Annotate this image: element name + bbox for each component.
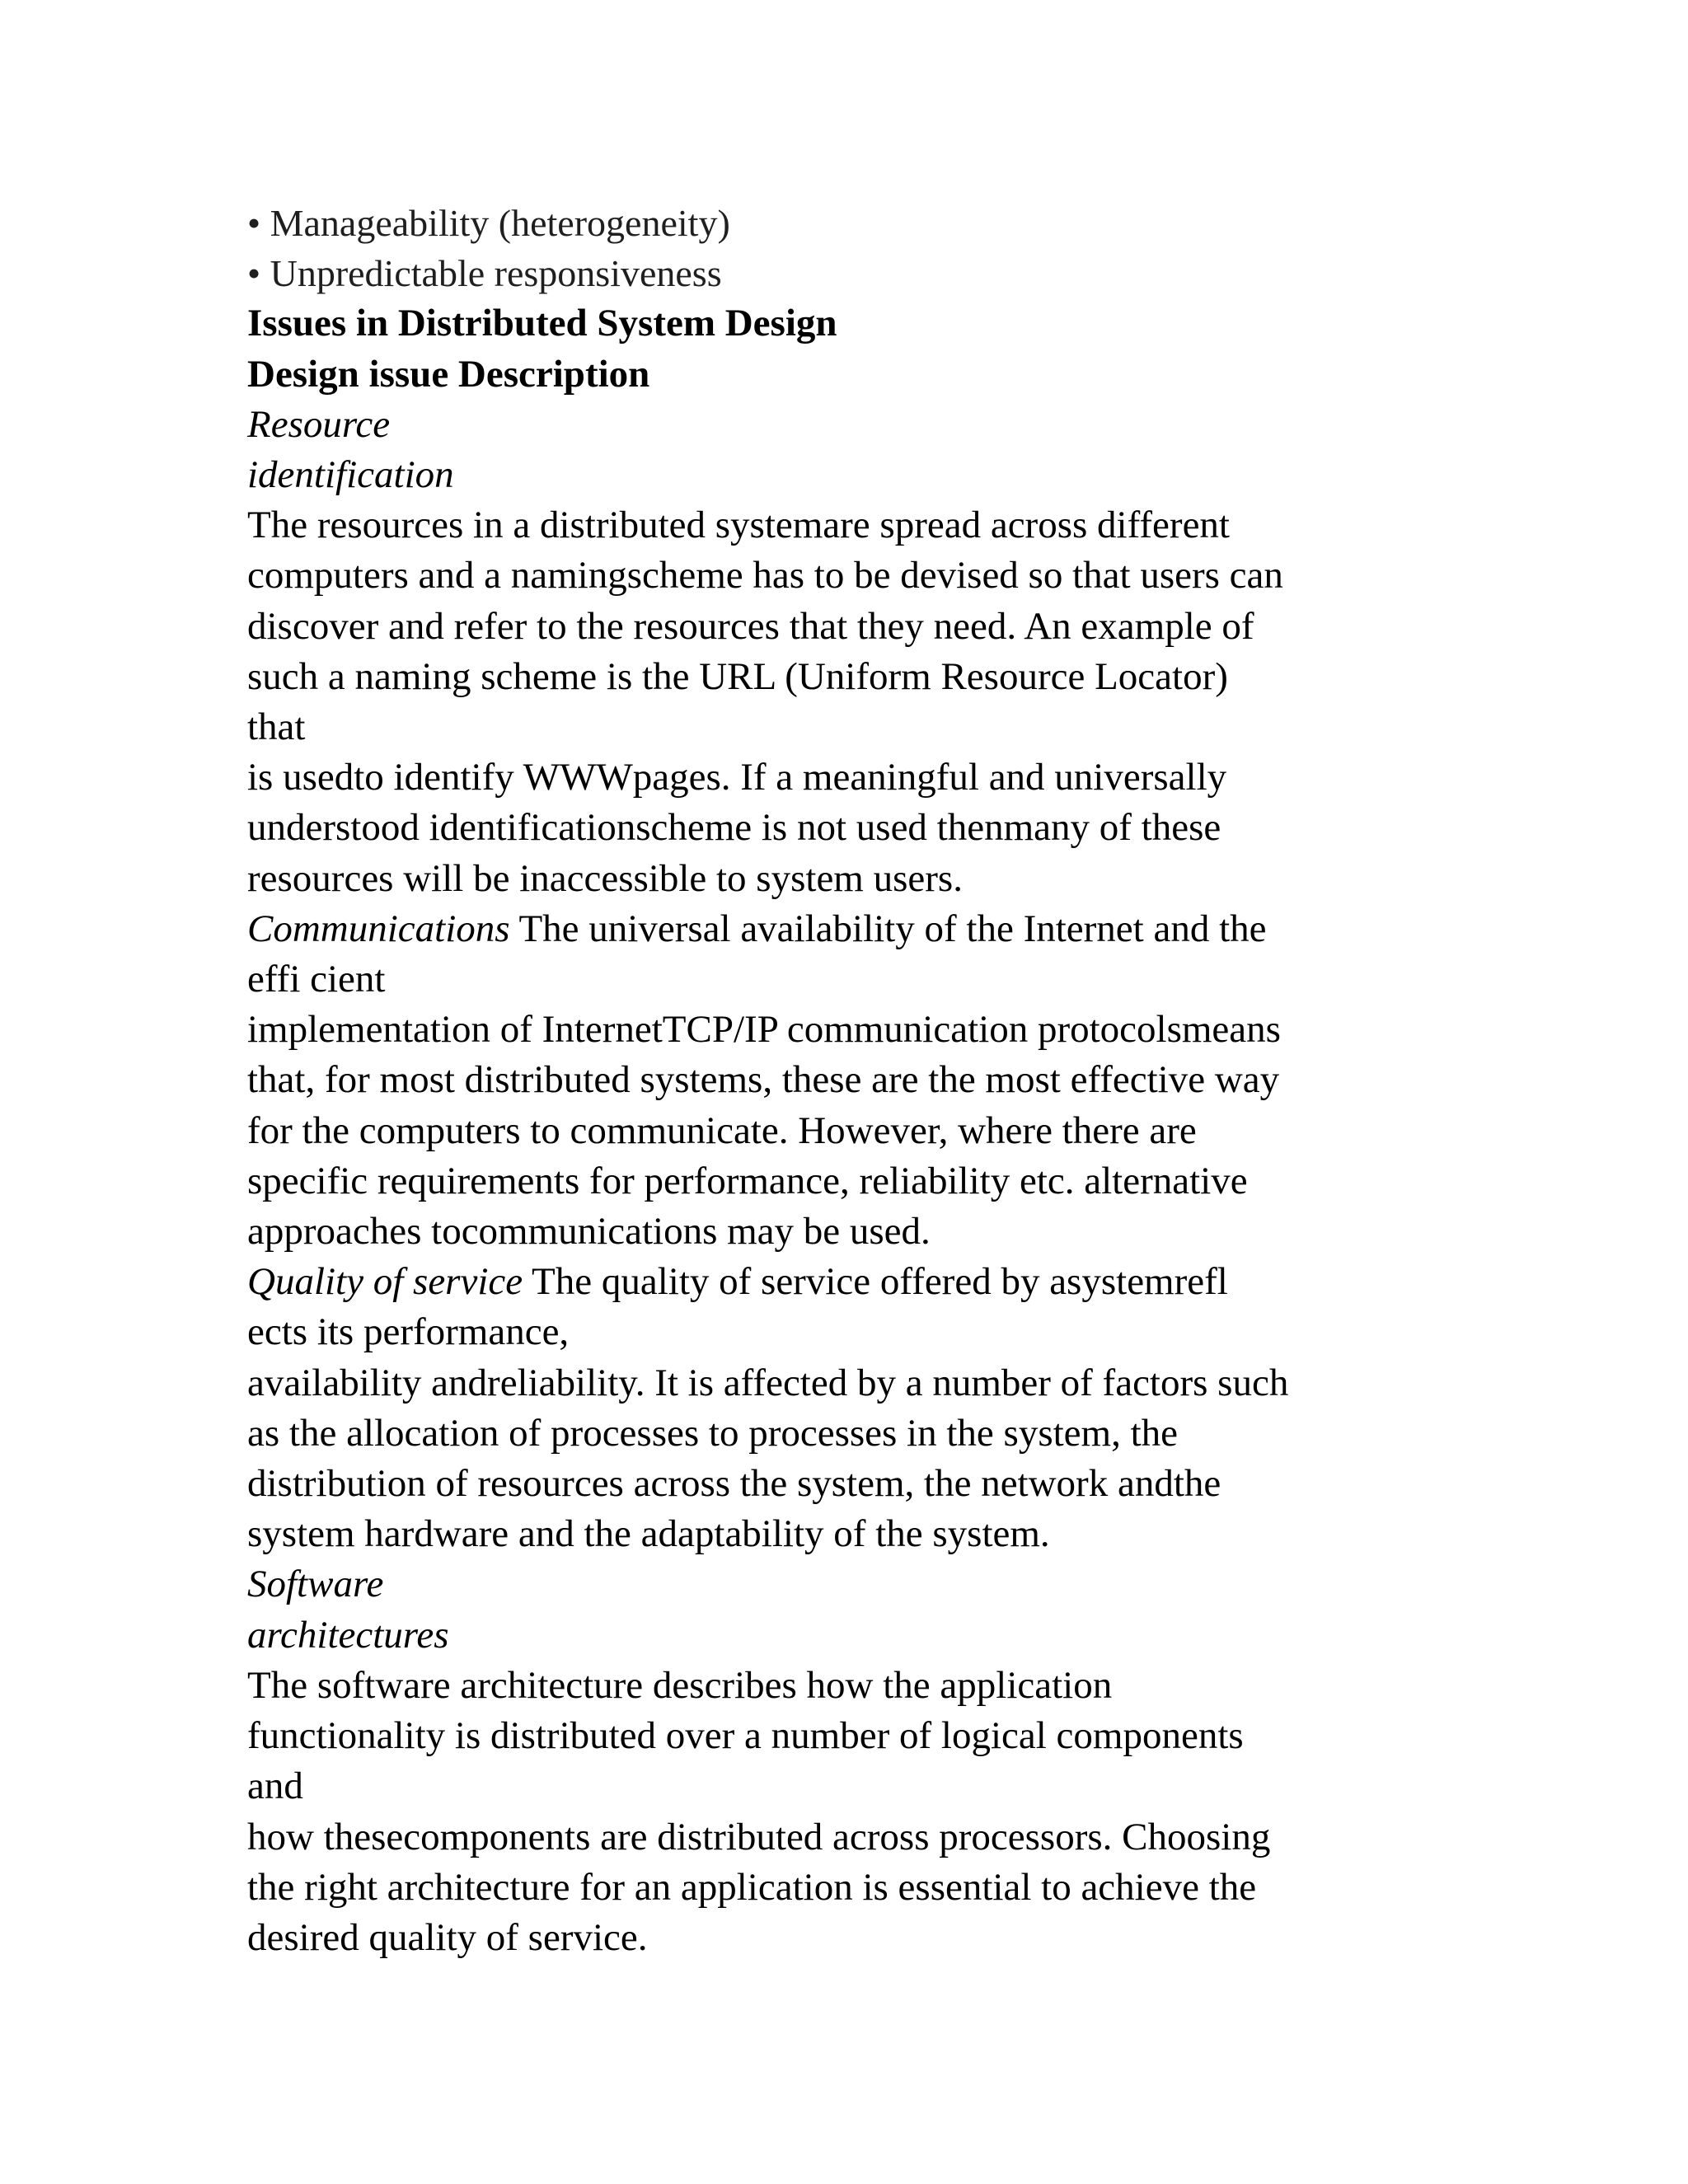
issue-first-line — [247, 904, 1451, 954]
bullet-unpredictable-responsiveness: • Unpredictable responsiveness — [247, 252, 722, 295]
issue-description-line: and — [247, 1765, 303, 1808]
issue-title-line: identification — [247, 453, 454, 497]
table-heading: Design issue Description — [247, 352, 650, 396]
issue-quality-of-service — [247, 1257, 1451, 1559]
issue-description-line: computers and a namingscheme has to be devised so that users can — [247, 554, 1283, 598]
issue-title-line: Software — [247, 1563, 384, 1606]
issue-description-line: for the computers to communicate. However, where there are — [247, 1108, 1197, 1152]
issue-description-line: approaches tocommunications may be used. — [247, 1210, 931, 1254]
issue-first-line — [247, 1257, 1451, 1307]
issue-title: Quality of service — [247, 1260, 523, 1304]
issue-description-line: implementation of InternetTCP/IP communication protocolsmeans — [247, 1008, 1281, 1052]
issue-description-line: effi cient — [247, 958, 386, 1001]
issue-description-line: understood identificationscheme is not used thenmany of these — [247, 806, 1221, 850]
issue-description-line: is usedto identify WWWpages. If a meaningful and universally — [247, 756, 1227, 799]
issue-description-start: The quality of service offered by asystemrefl — [523, 1260, 1228, 1304]
issue-description-line: the right architecture for an application is essential to achieve the — [247, 1865, 1257, 1909]
issue-description-line: distribution of resources across the system, the network andthe — [247, 1462, 1221, 1506]
issue-software-architectures — [247, 1559, 1451, 1963]
issue-resource-identification — [247, 400, 1451, 904]
issue-description-line: how thesecomponents are distributed across processors. Choosing — [247, 1815, 1271, 1858]
issue-description-line: as the allocation of processes to processes in the system, the — [247, 1411, 1179, 1455]
issue-description-line: availability andreliability. It is affected by a number of factors such — [247, 1361, 1289, 1404]
issue-description-line: system hardware and the adaptability of the system. — [247, 1512, 1050, 1556]
issue-communications — [247, 904, 1451, 1257]
issue-description-line: functionality is distributed over a number of logical components — [247, 1714, 1244, 1758]
issue-title-line: architectures — [247, 1613, 449, 1657]
issue-title: Communications — [247, 907, 510, 950]
document-body — [247, 198, 1451, 1963]
issue-description-line: resources will be inaccessible to system users. — [247, 856, 963, 900]
issue-description-line: that — [247, 705, 306, 749]
issue-description-line: that, for most distributed systems, these are the most effective way — [247, 1058, 1280, 1102]
section-heading: Issues in Distributed System Design — [247, 302, 837, 345]
issue-description-line: specific requirements for performance, reliability etc. alternative — [247, 1159, 1248, 1202]
issue-title-line: Resource — [247, 402, 391, 446]
issue-description-line: discover and refer to the resources that they need. An example of — [247, 604, 1254, 648]
issue-description-line: The software architecture describes how the application — [247, 1663, 1113, 1707]
issue-description-line: desired quality of service. — [247, 1915, 648, 1959]
issue-description-start: The universal availability of the Internet and the — [509, 907, 1267, 950]
issue-description-line: ects its performance, — [247, 1310, 570, 1354]
issue-description-line: The resources in a distributed systemare spread across different — [247, 504, 1230, 547]
issue-description-line: such a naming scheme is the URL (Uniform Resource Locator) — [247, 654, 1228, 698]
bullet-manageability: • Manageability (heterogeneity) — [247, 202, 730, 244]
